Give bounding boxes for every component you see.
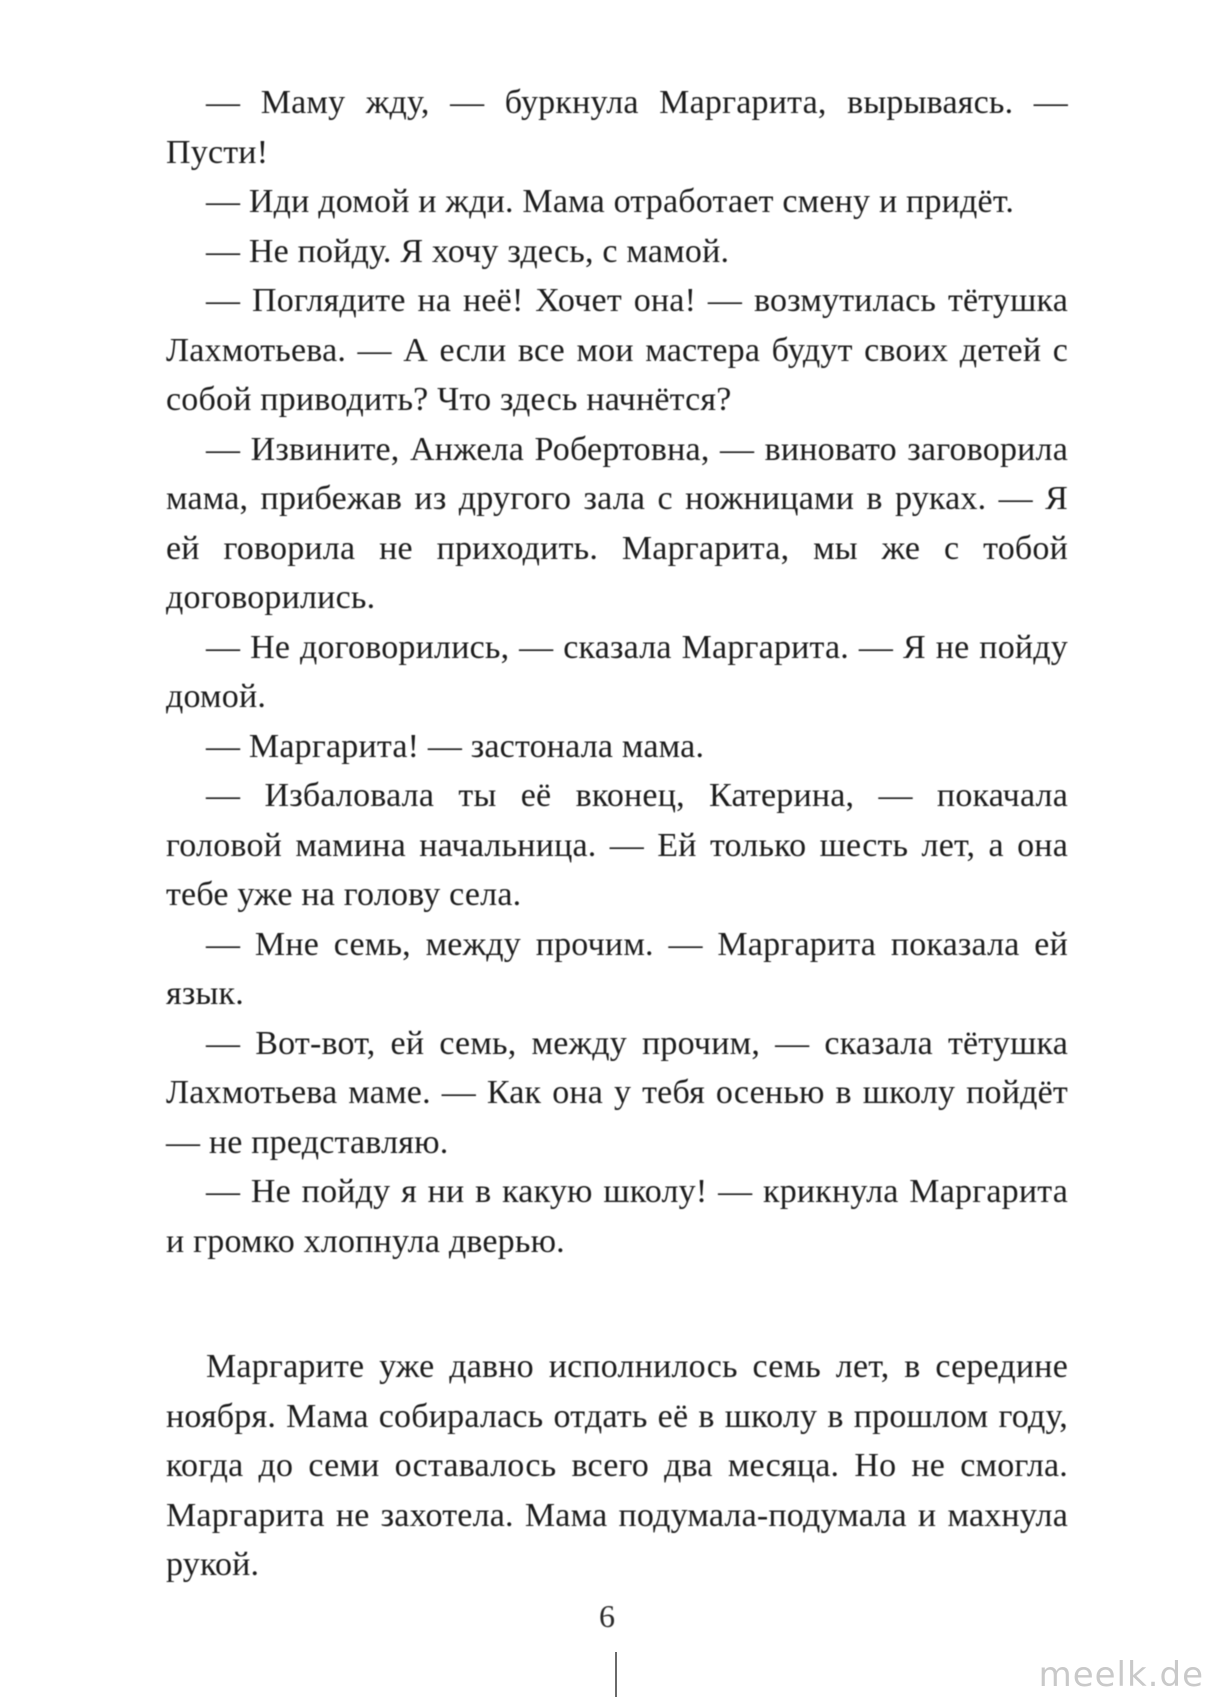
dialogue-line-6: — Не договорились, — сказала Маргарита. — Я не пойду домой. <box>166 628 1068 715</box>
dialogue-line-2: — Иди домой и жди. Мама отработает смену и придёт. <box>206 183 1015 220</box>
dialogue-line-9: — Мне семь, между прочим. — Маргарита показала ей язык. <box>166 925 1068 1012</box>
dialogue-line-3: — Не пойду. Я хочу здесь, с мамой. <box>206 232 730 270</box>
dialogue-line-1: — Маму жду, — буркнула Маргарита, вырываясь. — Пусти! <box>166 84 1068 171</box>
dialogue-line-7: — Маргарита! — застонала мама. <box>206 727 705 765</box>
page-text <box>166 78 1068 1590</box>
narration-paragraph: Маргарите уже давно исполнилось семь лет, в середине ноября. Мама собиралась отдать её в школу в прошлом году, когда до семи оставалось всего два месяца. Но не смогла. Маргарита не захотела. Мама подумала-подумала и махнула рукой. <box>166 1348 1068 1583</box>
dialogue-line-10: — Вот-вот, ей семь, между прочим, — сказала тётушка Лахмотьева маме. — Как она у тебя осенью в школу пойдёт — не представляю. <box>166 1024 1068 1161</box>
dialogue-line-8: — Избаловала ты её вконец, Катерина, — покачала головой мамина начальница. — Ей только шесть лет, а она тебе уже на голову села. <box>166 777 1068 913</box>
gutter-line <box>615 1652 617 1697</box>
dialogue-line-11: — Не пойду я ни в какую школу! — крикнула Маргарита и громко хлопнула дверью. <box>166 1173 1068 1260</box>
watermark: meelk.de <box>1038 1655 1204 1695</box>
page-number: 6 <box>599 1598 615 1634</box>
dialogue-line-5: — Извините, Анжела Робертовна, — виновато заговорила мама, прибежав из другого зала с ножницами в руках. — Я ей говорила не приходить. Маргарита, мы же с тобой договорились. <box>166 430 1068 616</box>
dialogue-line-4: — Поглядите на неё! Хочет она! — возмутилась тётушка Лахмотьева. — А если все мои мастера будут своих детей с собой приводить? Что здесь начнётся? <box>166 282 1068 418</box>
